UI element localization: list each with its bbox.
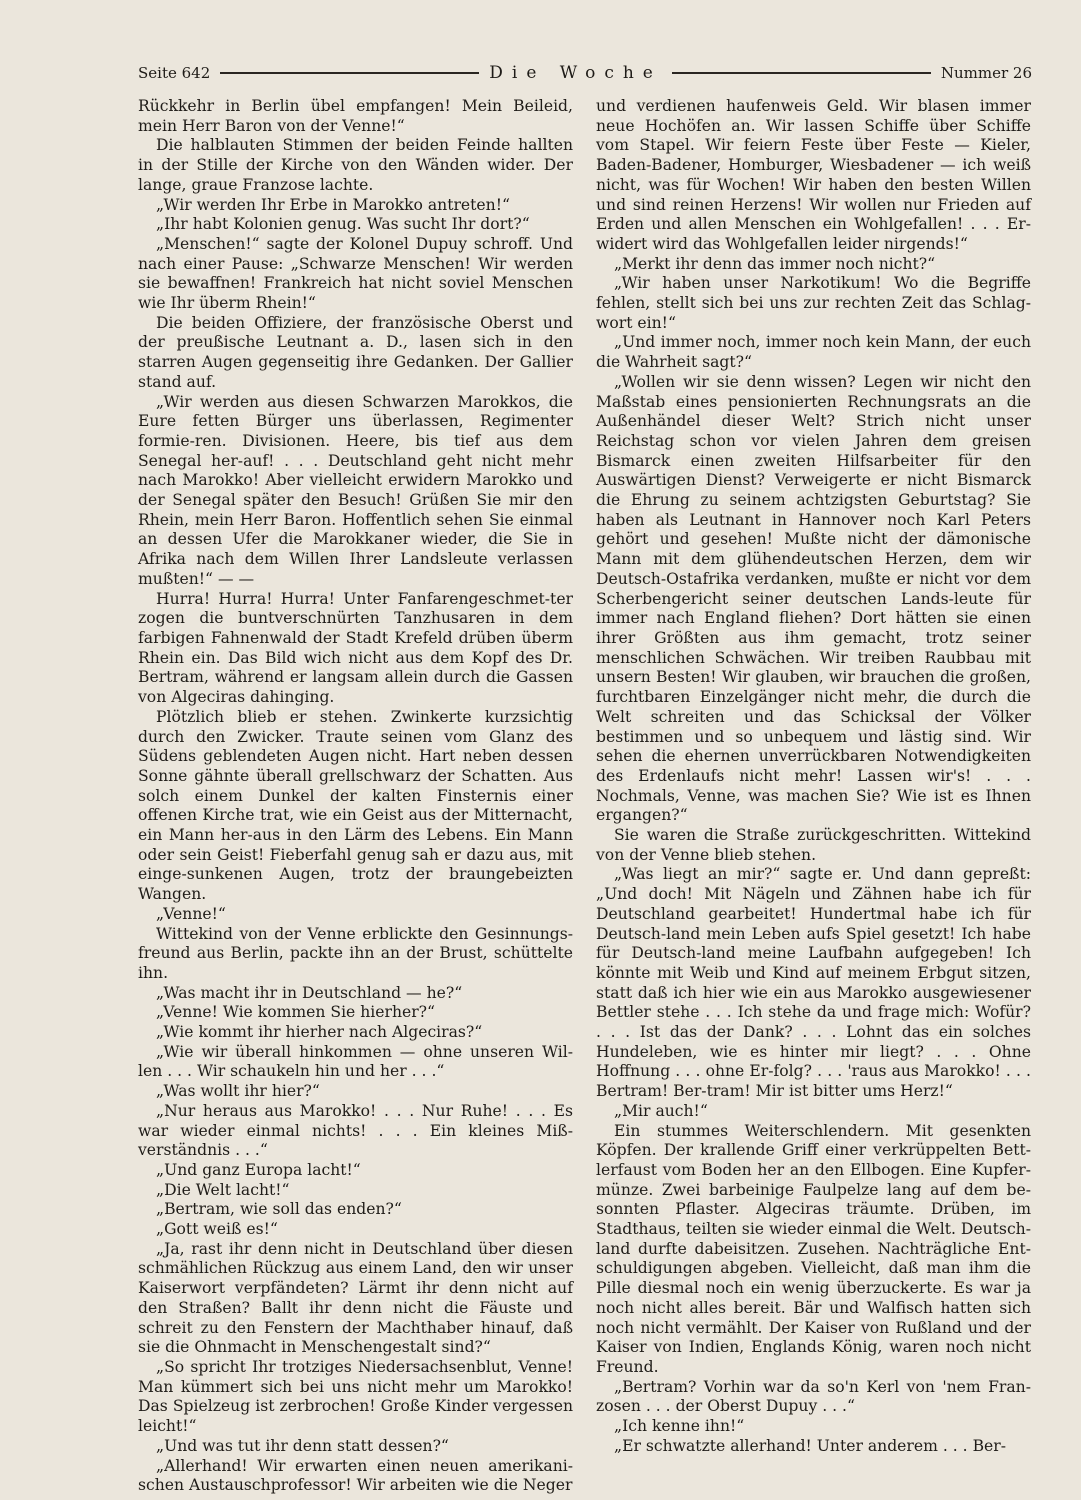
issue-number: Nummer 26 [940, 64, 1032, 82]
paragraph: „Wie wir überall hinkommen — ohne unseren Wil-len . . . Wir schaukeln hin und her . . .“ [138, 1042, 573, 1081]
paragraph: „Allerhand! Wir erwarten einen neuen amerikani-schen Austauschprofessor! Wir arbeiten wie die Neger [138, 1456, 573, 1495]
right-column [596, 97, 1031, 1457]
paragraph: „Bertram? Vorhin war da so'n Kerl von 'nem Fran-zosen . . . der Oberst Dupuy . . .“ [596, 1377, 1031, 1416]
paragraph: Wittekind von der Venne erblickte den Gesinnungs-freund aus Berlin, packte ihn an der Brust, schüttelte ihn. [138, 924, 573, 982]
page-number: Seite 642 [138, 64, 211, 82]
paragraph: „Venne! Wie kommen Sie hierher?“ [156, 1003, 436, 1022]
paragraph: „So spricht Ihr trotziges Niedersachsenblut, Venne! Man kümmert sich bei uns nicht mehr um Marokko! Das Spielzeug ist zerbrochen! Große Kinder vergessen leicht!“ [138, 1358, 573, 1436]
header-rule-left [220, 72, 479, 74]
paragraph: „Gott weiß es!“ [156, 1220, 278, 1239]
paragraph: Plötzlich blieb er stehen. Zwinkerte kurzsichtig durch den Zwicker. Traute seinen vom Glanz des Südens geblendeten Augen nicht. Hart neben dessen Sonne gähnte überall grellschwarz der Schatten. Aus solch einem Dunkel der kalten Finsternis einer offenen Kirche trat, wie ein Geist aus der Mitternacht, ein Mann her-aus in den Lärm des Lebens. Ein Mann oder sein Geist! Fieberfahl genug sah er dazu aus, mit einge-sunkenen Augen, trotz der braungebeizten Wangen. [138, 707, 573, 904]
paragraph: „Was wollt ihr hier?“ [156, 1082, 320, 1101]
header-rule-right [672, 72, 931, 74]
paragraph: „Wir werden aus diesen Schwarzen Marokkos, die Eure fetten Bürger uns überlassen, Regimenter formie-ren. Divisionen. Heere, bis tief aus dem Senegal her-auf! . . . Deutschland geht nicht mehr nach Marokko! Aber vielleicht erwidern Marokko und der Senegal später den Besuch! Grüßen Sie mir den Rhein, mein Herr Baron. Hoffentlich sehen Sie einmal an dessen Ufer die Marokkaner wieder, die Sie in Afrika nach dem Willen Ihrer Landsleute verlassen mußten!“ — — [138, 392, 573, 588]
paragraph: „Bertram, wie soll das enden?“ [156, 1200, 402, 1219]
paragraph: „Wir haben unser Narkotikum! Wo die Begriffe fehlen, stellt sich bei uns zur rechten Zeit das Schlag-wort ein!“ [596, 274, 1031, 332]
paragraph: Rückkehr in Berlin übel empfangen! Mein Beileid, mein Herr Baron von der Venne!“ [138, 97, 573, 135]
paragraph: „Er schwatzte allerhand! Unter anderem . . . Ber- [614, 1436, 1006, 1455]
paragraph: „Venne!“ [156, 904, 226, 923]
paragraph: Hurra! Hurra! Hurra! Unter Fanfarengeschmet-ter zogen die buntverschnürten Tanzhusaren in dem farbigen Fahnenwald der Stadt Krefeld drüben überm Rhein ein. Das Bild wich nicht aus dem Kopf des Dr. Bertram, während er langsam allein durch die Gassen von Algeciras dahinging. [138, 589, 573, 707]
paragraph: „Was macht ihr in Deutschland — he?“ [156, 983, 463, 1002]
paragraph: „Und immer noch, immer noch kein Mann, der euch die Wahrheit sagt?“ [596, 333, 1031, 372]
paragraph: „Und was tut ihr denn statt dessen?“ [156, 1436, 449, 1455]
paragraph: und verdienen haufenweis Geld. Wir blasen immer neue Hochöfen an. Wir lassen Schiffe über Schiffe vom Stapel. Wir feiern Feste über Feste — Kieler, Baden-Badener, Homburger, Wiesbadener — ich weiß nicht, was für Wochen! Wir haben den besten Willen und sind reinen Herzens! Wir wollen nur Frieden auf Erden und allen Menschen ein Wohlgefallen! . . . Er-widert wird das Wohlgefallen leider nirgends!“ [596, 97, 1031, 253]
paragraph: „Mir auch!“ [614, 1101, 708, 1120]
publication-title: Die Woche [489, 63, 662, 83]
paragraph: „Die Welt lacht!“ [156, 1180, 290, 1199]
paragraph: „Wie kommt ihr hierher nach Algeciras?“ [156, 1023, 483, 1042]
paragraph: „Wollen wir sie denn wissen? Legen wir nicht den Maßstab eines pensionierten Rechnungsrats an die Außenhändel dieser Welt? Strich nicht unser Reichstag schon vor vielen Jahren dem greisen Bismarck einen zweiten Hilfsarbeiter für den Auswärtigen Dienst? Verweigerte er nicht Bismarck die Ehrung zu seinem achtzigsten Geburtstag? Sie haben als Leutnant in Hannover noch Karl Peters gehört und gesehen! Mußte nicht der dämonische Mann mit dem glühendeutschen Herzen, dem wir Deutsch-Ostafrika verdanken, mußte er nicht vor dem Scherbengericht seiner deutschen Lands-leute für immer nach England fliehen? Dort hätten sie einen ihrer Größten aus ihm gemacht, trotz seiner menschlichen Schwächen. Wir treiben Raubbau mit unsern Besten! Wir glauben, wir brauchen die großen, furchtbaren Einzelgänger nicht mehr, die durch die Welt schreiten und das Schicksal der Völker bestimmen und so unbequem und lästig sind. Wir sehen die ehernen unverrückbaren Notwendigkeiten des Erdenlaufs nicht mehr! Lassen wir's! . . . Nochmals, Venne, was machen Sie? Wie ist es Ihnen ergangen?“ [596, 372, 1031, 825]
paragraph: Ein stummes Weiterschlendern. Mit gesenkten Köpfen. Der krallende Griff einer verkrüppelten Bett-lerfaust vom Boden her an den Ellbogen. Eine Kupfer-münze. Zwei barbeinige Faulpelze lang auf dem be-sonnten Pflaster. Algeciras träumte. Drüben, im Stadthaus, teilten sie wieder einmal die Welt. Deutsch-land durfte dabeisitzen. Zusehen. Nachträgliche Ent-schuldigungen abgeben. Vielleicht, daß man ihm die Pille diesmal noch ein wenig überzuckerte. Es war ja noch nicht alles bereit. Bär und Walfisch hatten sich noch nicht vermählt. Der Kaiser von Rußland und der Kaiser von Indien, Englands König, waren noch nicht Freund. [596, 1121, 1031, 1376]
paragraph: Die halblauten Stimmen der beiden Feinde hallten in der Stille der Kirche von den Wänden wider. Der lange, graue Franzose lachte. [138, 136, 573, 194]
paragraph: Sie waren die Straße zurückgeschritten. Wittekind von der Venne blieb stehen. [596, 826, 1031, 864]
left-column [138, 97, 573, 1496]
paragraph: „Ich kenne ihn!“ [614, 1417, 745, 1436]
paragraph: „Wir werden Ihr Erbe in Marokko antreten!“ [156, 195, 510, 214]
page-header [138, 62, 1032, 84]
paragraph: „Ja, rast ihr denn nicht in Deutschland über diesen schmählichen Rückzug aus einem Land, den wir unser Kaiserwort verpfändeten? Lärmt ihr denn nicht auf den Straßen? Ballt ihr denn nicht die Fäuste und schreit zu den Fenstern der Machthaber hinauf, daß sie die Ohnmacht in Menschengestalt sind?“ [138, 1239, 573, 1357]
paragraph: „Nur heraus aus Marokko! . . . Nur Ruhe! . . . Es war wieder einmal nichts! . . . Ein kleines Miß-verständnis . . .“ [138, 1101, 573, 1160]
paragraph: „Ihr habt Kolonien genug. Was sucht Ihr dort?“ [156, 215, 530, 234]
paragraph: „Merkt ihr denn das immer noch nicht?“ [614, 254, 936, 273]
paragraph: „Was liegt an mir?“ sagte er. Und dann gepreßt: „Und doch! Mit Nägeln und Zähnen habe ich für Deutschland gearbeitet! Hundertmal habe ich für Deutsch-land mein Leben aufs Spiel gesetzt! Ich habe für Deutsch-land meine Laufbahn aufgegeben! Ich könnte mit Weib und Kind auf meinem Erbgut sitzen, statt daß ich hier wie ein aus Marokko ausgewiesener Bettler stehe . . . Ich stehe da und frage mich: Wofür? . . . Ist das der Dank? . . . Lohnt das ein solches Hundeleben, wie es hinter mir liegt? . . . Ohne Hoffnung . . . ohne Er-folg? . . . 'raus aus Marokko! . . . Bertram! Ber-tram! Mir ist bitter ums Herz!“ [596, 865, 1031, 1101]
paragraph: „Menschen!“ sagte der Kolonel Dupuy schroff. Und nach einer Pause: „Schwarze Menschen! Wir werden sie bewaffnen! Frankreich hat nicht soviel Menschen wie Ihr überm Rhein!“ [138, 234, 573, 313]
paragraph: Die beiden Offiziere, der französische Oberst und der preußische Leutnant a. D., lasen sich in den starren Augen gegenseitig ihre Gedanken. Der Gallier stand auf. [138, 313, 573, 391]
paragraph: „Und ganz Europa lacht!“ [156, 1160, 361, 1179]
